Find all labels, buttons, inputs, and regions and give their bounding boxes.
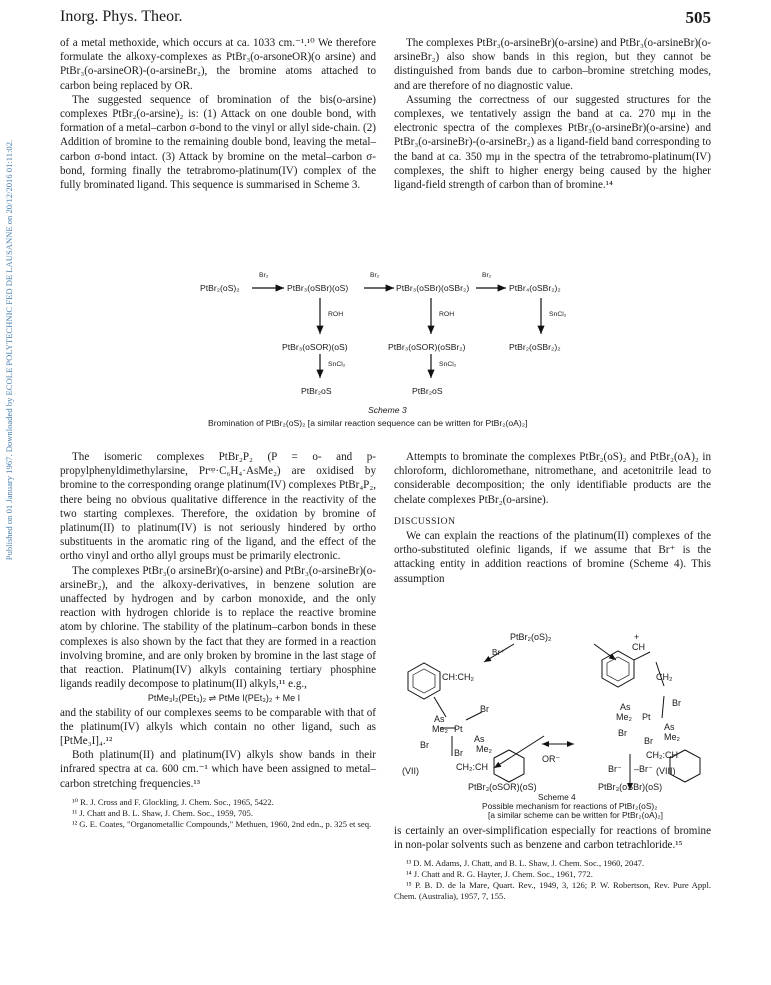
footnotes [394,858,711,902]
paragraph: The complexes PtBr₃(o arsineBr)(o-arsine) and PtBr₃(o-arsineBr)(o-arsineBr₂), and the alkoxy-derivatives, in benzene solution are unaffected by hydrogen and by carbon monoxide, and the only reaction with hydrogen chloride is to replace the reactive bromine atom by chlorine. The stability of the platinum–carbon bonds in these complexes is also shown by the fact that they are formed in a reaction involving bromine, and are only broken by bromine in the last stage of that reaction. Platinum(IV) alkyls containing tertiary phosphine ligands readily decompose to platinum(II) alkyls,¹¹ e.g., [60,564,376,691]
right-br2: Br [618,728,627,738]
right-br3: Br [644,736,653,746]
paragraph: Both platinum(II) and platinum(IV) alkyls show bands in their infrared spectra at ca. 600 cm.⁻¹ which have been assigned to metal–carbon stretching frequencies.¹³ [60,749,376,790]
right-me2: Me₂ [616,712,632,722]
arrow-label-br2: Br₂ [482,272,492,279]
left-as: As [434,714,445,724]
down-label-sncl2: SnCl₂ [549,311,567,318]
page-number: 505 [685,8,711,27]
left-br1: Br [480,704,489,714]
footnote: ¹⁰ R. J. Cross and F. Glockling, J. Chem. Soc., 1965, 5422. [72,796,274,807]
species-ptbr3-osor-os: PtBr₃(oSOR)(oS) [282,342,348,352]
species-ptbr3-osbr-os: PtBr₃(oSBr)(oS) [287,283,349,293]
species-ptbr2os: PtBr₂oS [301,386,332,396]
paragraph: Attempts to brominate the complexes PtBr₂(oS)₂ and PtBr₂(oA)₂ in chloroform, dichloromethane, nitromethane, and acetonitrile lead to considerable decomposition; the only identifiable products are the chelate complexes PtBr₂(o-arsine). [394,451,711,506]
benzene-ring-left-bottom [494,750,524,782]
or-minus: OR⁻ [542,754,561,764]
footnotes [60,797,376,830]
paragraph: of a metal methoxide, which occurs at ca. 1033 cm.⁻¹.¹⁰ We therefore formulate the alkoxy-complexes as PtBr₃(o-arsoneOR)(o arsine) and PtBr₃(o-arsineOR)-(o-arsineBr₂), the bromine atoms attached to carbon being replaced by OR. [60,37,376,92]
paragraph: is certainly an over-simplification especially for reactions of bromine in non-polar solvents such as benzene and carbon tetrachloride.¹⁵ [394,825,711,852]
species-ptbr3-osbr-osbr2: PtBr₃(oSBr)(oSBr₂) [396,283,470,293]
paragraph: The isomeric complexes PtBr₂P₂ (P = o- and p-propylphenyldimethylarsine, Prᵒᵖ·C₆H₄·AsMe₂) are oxidised by bromine to the corresponding orange platinum(IV) complexes PtBr₄P₂, there being no obvious qualitative difference in the reactivity of the two starting complexes. Therefore, the oxidation by bromine of platinum(II) to platinum(IV) is not seriously hindered by ortho substituents in the aromatic ring of the ligand, and the effect of the ortho vinyl and ortho allyl groups must be primarily electronic. [60,451,376,563]
journal-title: Inorg. Phys. Theor. [60,8,183,25]
species-ptbr3-osor-osbr2: PtBr₃(oSOR)(oSBr₂) [388,342,466,352]
equation: PtMe₃I₂(PEt₃)₂ ⇌ PtMe I(PEt₃)₂ + Me I [147,693,301,704]
product-left: PtBr₃(oSOR)(oS) [468,782,537,792]
arrow-br-plus-right [594,644,616,660]
br-minus: Br⁻ [608,764,622,774]
scheme-3-caption: Bromination of PtBr₂(oS)₂ [a similar reaction sequence can be written for PtBr₂(oA)₂] [208,418,528,428]
scheme-4-caption-1: Possible mechanism for reactions of PtBr₂(oS)₂ [482,801,658,811]
benzene-ring-right-inner [607,657,629,681]
left-me2: Me₂ [432,724,448,734]
species-ptbr2-osbr2-2: PtBr₂(oSBr₂)₂ [509,342,561,352]
column-right-end [394,824,711,902]
page-header [60,8,711,30]
species-ptbr2-os2: PtBr₂(oS)₂ [200,283,240,293]
arrow-label-br2: Br₂ [370,272,380,279]
right-me2b: Me₂ [664,732,680,742]
scheme-4-top: PtBr₂(oS)₂ [510,632,552,642]
benzene-ring-left-inner [413,669,435,693]
column-right-bottom [394,450,711,586]
scheme-3 [60,250,711,438]
left-vinyl: CH:CH₂ [442,672,474,682]
left-pt: Pt [454,724,463,734]
paragraph: Assuming the correctness of our suggested structures for the complexes, we tentatively assign the band at ca. 270 mμ in the electronic spectra of the complexes PtBr₃(o-arsineBr)(o-arsine) and PtBr₃(o-arsineBr)-(o-arsineBr₂) as a ligand-field band corresponding to the band at ca. 350 mμ in the spectra of the tetrabromo-platinum(IV) complexes, the shift to higher energy being caused by the higher ligand-field strength of carbon than of bromine.¹⁴ [394,93,711,192]
br-plus: Br⁺ [492,648,505,657]
left-me2b: Me₂ [476,744,492,754]
footnote: ¹¹ J. Chatt and B. L. Shaw, J. Chem. Soc., 1959, 705. [72,807,254,818]
paragraph: and the stability of our complexes seems to be comparable with that of the platinum(IV) alkyls which contain no other ligand, such as [PtMe₃I]₄.¹² [60,706,376,748]
br-minus-2: –Br⁻ [634,764,653,774]
right-ch: CH [632,642,645,652]
right-label: (VIII) [656,766,676,776]
left-br2: Br [420,740,429,750]
column-left-bottom [60,450,376,830]
footnote: ¹⁴ J. Chatt and R. G. Hayter, J. Chem. Soc., 1961, 772. [406,869,593,880]
right-as2: As [664,722,675,732]
left-br3: Br [454,748,463,758]
paragraph: The suggested sequence of bromination of the bis(o-arsine) complexes PtBr₂(o-arsine)₂ is: (1) Attack on one double bond, with formation of a metal–carbon σ-bond to the vinyl or allyl side-chain. (2) Addition of bromine to the remaining double bond, leaving the metal–carbon σ-bond intact. (3) Attack by bromine on the metal–carbon σ-bond, forming finally the tetrabromo-platinum(IV) complex of the fully brominated ligand. This sequence is summarised in Scheme 3. [60,93,376,192]
download-watermark-text: Published on 01 January 1967. Downloaded by ECOLE POLYTECHNIC FED DE LAUSANNE on 20/12/2016 01:11:02. [4,139,14,561]
bond [634,652,650,660]
plus-sign: + [634,632,640,642]
down-label-roh: ROH [439,311,455,318]
paragraph: The complexes PtBr₃(o-arsineBr)(o-arsine) and PtBr₃(o-arsineBr)(o-arsineBr₂) also show bands in this region, but they cannot be distinguished from bands due to carbon–bromine stretching modes, and are therefore of no diagnostic value. [394,37,711,92]
left-label: (VII) [402,766,419,776]
download-watermark [1,70,17,630]
arrow-or-minus [494,736,544,768]
paragraph: We can explain the reactions of the platinum(II) complexes of the ortho-substituted olefinic ligands, if we assume that Br⁺ is the attacking entity in addition reactions of bromine (Scheme 4). This assumption [394,530,711,585]
column-right-top [394,36,711,192]
right-pt: Pt [642,712,651,722]
right-br1: Br [672,698,681,708]
product-right: PtBr₃(oSBr)(oS) [598,782,663,792]
scheme-3-title: Scheme 3 [368,405,407,415]
footnote: ¹⁵ P. B. D. de la Mare, Quart. Rev., 1949, 3, 126; P. W. Robertson, Rev. Pure Appl. Chem. (Australia), 1957, 7, 155. [394,880,711,902]
scheme-4 [394,632,711,810]
right-ch3: CH₂:CH [646,750,678,760]
down-label-roh: ROH [328,311,344,318]
section-heading: DISCUSSION [394,515,456,527]
left-ch: CH₂:CH [456,762,488,772]
right-ch2: CH₂ [656,672,673,682]
species-ptbr2os: PtBr₂oS [412,386,443,396]
down-label-sncl2: SnCl₂ [439,361,457,368]
footnote: ¹² G. E. Coates, "Organometallic Compounds," Methuen, 1960, 2nd edn., p. 325 et seq. [72,818,372,829]
right-as: As [620,702,631,712]
scheme-4-caption-2: [a similar scheme can be written for PtBr₂(oA)₂] [488,810,663,820]
species-ptbr4-osbr2-2: PtBr₄(oSBr₂)₂ [509,283,561,293]
footnote: ¹³ D. M. Adams, J. Chatt, and B. L. Shaw, J. Chem. Soc., 1960, 2047. [406,858,645,869]
left-as2: As [474,734,485,744]
down-label-sncl2: SnCl₂ [328,361,346,368]
arrow-label-br2: Br₂ [259,272,269,279]
scheme-4-title: Scheme 4 [538,792,576,802]
column-left-top [60,36,376,192]
bond [662,696,664,718]
